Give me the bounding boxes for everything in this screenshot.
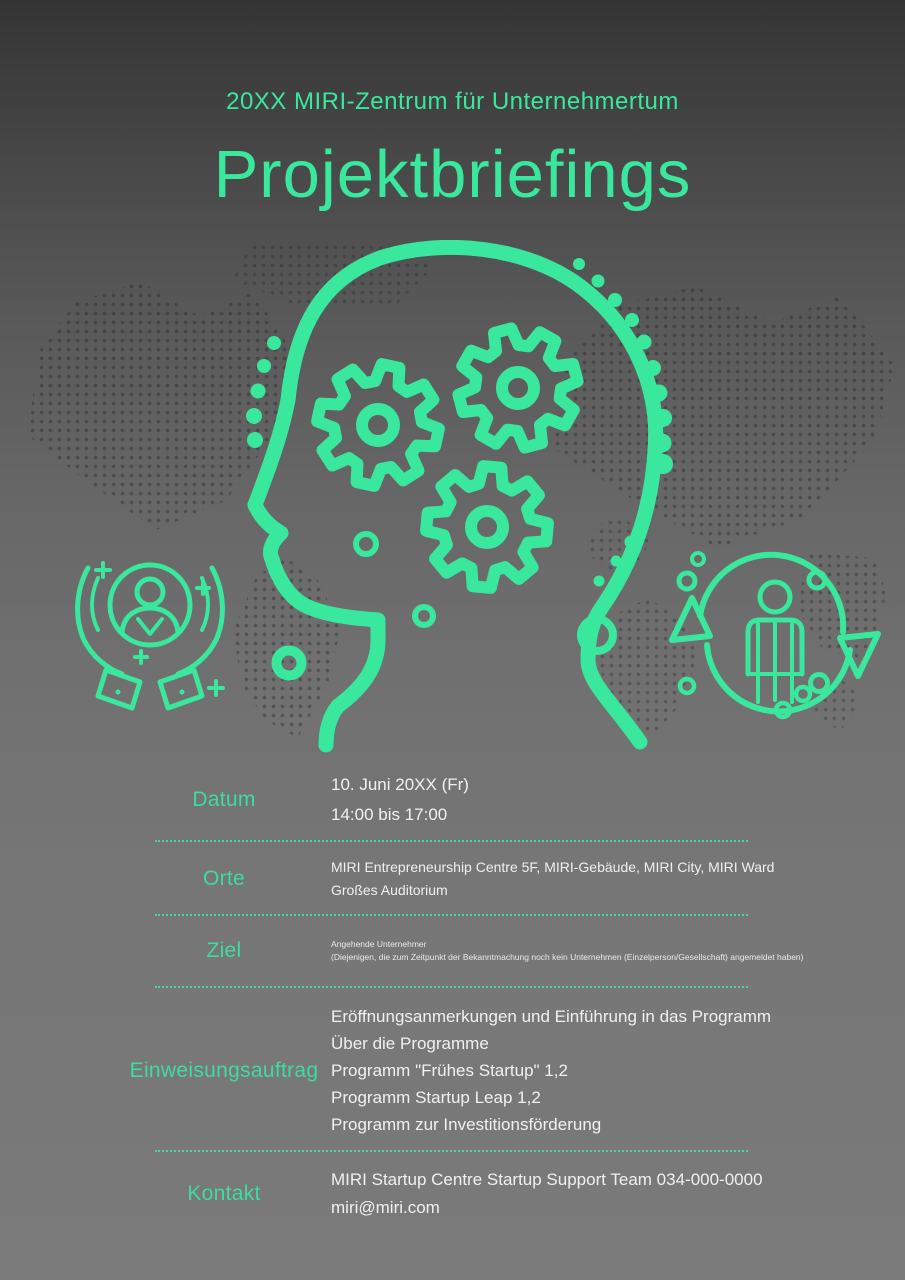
info-value	[313, 1003, 790, 1138]
gear-icon	[426, 466, 548, 588]
info-row-kontakt	[135, 1152, 790, 1234]
poster-subtitle: 20XX MIRI-Zentrum für Unternehmertum	[226, 88, 679, 115]
info-value-line: Großes Auditorium	[331, 882, 448, 898]
info-value-line: 10. Juni 20XX (Fr)	[331, 775, 469, 794]
info-value-line: Programm "Frühes Startup" 1,2	[331, 1061, 568, 1080]
info-value-line: Angehende Unternehmer	[331, 939, 427, 949]
info-value-line: 14:00 bis 17:00	[331, 805, 448, 824]
hands-supporting-person-icon	[78, 563, 223, 708]
info-value	[313, 928, 804, 974]
info-label: Ziel	[206, 939, 242, 962]
info-label: Kontakt	[187, 1182, 261, 1205]
info-value-line: MIRI Startup Centre Startup Support Team 034-000-0000	[331, 1170, 763, 1189]
info-value-line: Eröffnungsanmerkungen und Einführung in das Programm	[331, 1007, 772, 1026]
info-row-einweisungsauftrag	[129, 988, 790, 1150]
info-table	[129, 758, 804, 1234]
info-label: Orte	[202, 867, 246, 890]
poster-title: Projektbriefings	[213, 137, 692, 212]
info-value-line: MIRI Entrepreneurship Centre 5F, MIRI-Gebäude, MIRI City, MIRI Ward	[331, 859, 775, 875]
info-value	[313, 1166, 790, 1222]
head-with-gears-icon	[255, 247, 656, 745]
info-value-line: (Diejenigen, die zum Zeitpunkt der Bekanntmachung noch kein Unternehmen (Einzelperson/Gesellschaft) angemeldet haben)	[331, 952, 804, 962]
gear-icon	[317, 364, 439, 486]
info-row-ziel	[135, 916, 804, 986]
info-value-line: miri@miri.com	[331, 1198, 440, 1217]
info-row-orte	[135, 842, 790, 914]
person-cycle-arrows-icon	[672, 555, 878, 712]
info-value-line: Programm zur Investitionsförderung	[331, 1115, 602, 1134]
info-row-datum	[135, 758, 790, 840]
info-label: Einweisungsauftrag	[129, 1058, 319, 1082]
info-value	[313, 770, 790, 830]
gear-icon	[458, 328, 577, 447]
info-value-line: Über die Programme	[331, 1034, 489, 1053]
info-value-line: Programm Startup Leap 1,2	[331, 1088, 541, 1107]
info-value	[313, 856, 790, 902]
info-label: Datum	[192, 788, 256, 811]
hero-graphic	[0, 240, 905, 760]
